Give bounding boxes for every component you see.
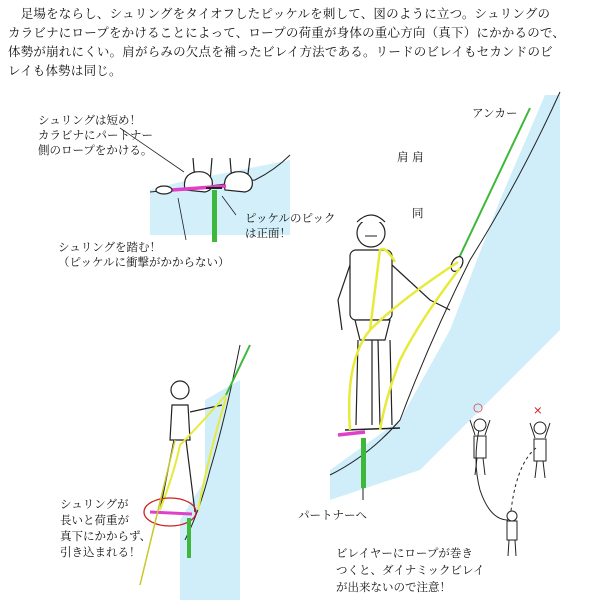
label-long-sling: シュリングが 長いと荷重が 真下にかからず、 引き込まれる！ xyxy=(60,497,152,559)
mark-ok: ○ xyxy=(473,400,484,414)
right-boot xyxy=(224,172,252,192)
label-shoulder: 肩 肩 xyxy=(397,150,424,164)
intro-line-3: 体勢が崩れにくい。肩がらみの欠点を補ったビレイ方法である。リードのビレイもセカンドのビ xyxy=(8,44,553,59)
label-partner: パートナーへ xyxy=(298,508,367,522)
label-same: 同 xyxy=(412,206,424,220)
intro-line-1: 足場をならし、シュリングをタイオフしたピッケルを刺して、図のように立つ。シュリングの xyxy=(8,6,551,21)
label-dynamic-warning: ビレイヤーにロープが巻き つくと、ダイナミックビレイ が出来ないので注意！ xyxy=(336,546,485,594)
climber-torso xyxy=(350,250,392,320)
main-belay-figure xyxy=(330,92,560,500)
small-climber-head xyxy=(171,381,189,399)
climber-head xyxy=(357,219,385,247)
rope-wrap-comparison xyxy=(470,419,550,556)
label-step-sling: シュリングを踏む！ （ピッケルに衝撃がかからない） xyxy=(58,240,230,269)
climber-arm-left xyxy=(338,265,350,330)
intro-line-2: カラビナにロープをかけることによって、ロープの荷重が身体の重心方向（真下）にかかるので、 xyxy=(8,25,566,40)
ice-axe-shaft-top xyxy=(212,190,217,242)
long-sling-figure xyxy=(140,345,250,600)
label-sling-short: シュリングは短め！ カラビナにパートナー 側のロープをかける。 xyxy=(38,113,153,157)
label-pick-front: ピッケルのピック は正面！ xyxy=(245,211,336,240)
ice-axe-shaft-bottom xyxy=(187,518,191,558)
harness xyxy=(355,320,390,340)
mark-ng: × xyxy=(533,403,543,417)
climber-legs xyxy=(356,340,392,425)
intro-line-4: レイも体勢は同じ。 xyxy=(8,63,122,78)
ice-axe-shaft-main xyxy=(361,438,366,488)
sling-main xyxy=(338,432,365,435)
long-sling xyxy=(150,512,192,514)
carabiner-icon xyxy=(156,186,172,194)
label-anchor: アンカー xyxy=(472,106,518,120)
